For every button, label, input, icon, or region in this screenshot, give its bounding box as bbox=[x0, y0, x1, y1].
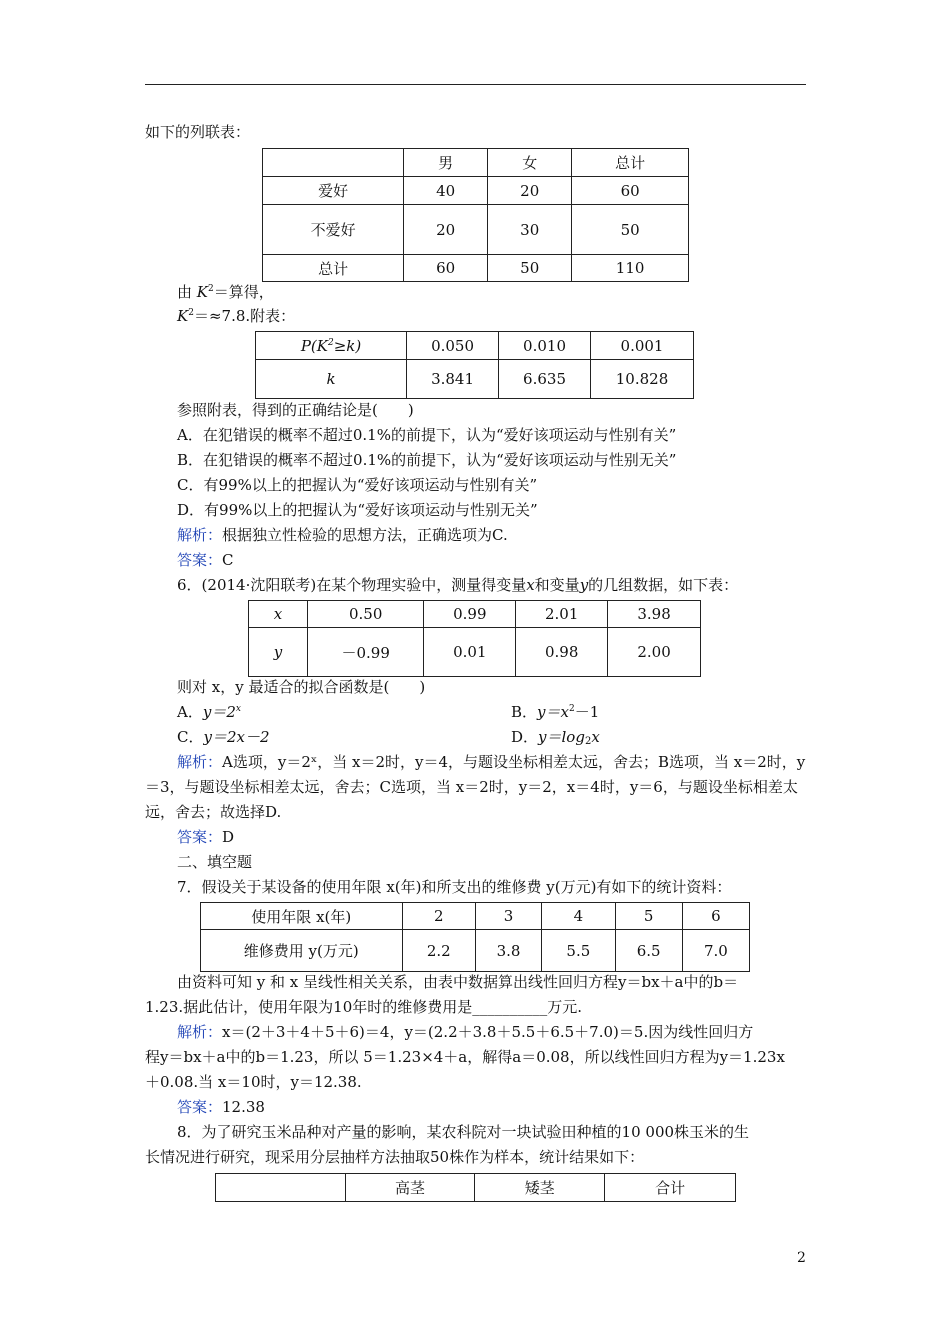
table-row bbox=[263, 177, 689, 205]
table-row bbox=[201, 903, 750, 930]
q7-answer bbox=[177, 1097, 265, 1117]
analysis-text: A选项，y＝2ˣ，当 x＝2时，y＝4，与题设坐标相差太远，舍去；B选项，当 x＝2时，y bbox=[222, 753, 806, 771]
q7-stem: 7．假设关于某设备的使用年限 x(年)和所支出的维修费 y(万元)有如下的统计资料： bbox=[177, 878, 732, 896]
analysis-label: 解析： bbox=[177, 1023, 223, 1041]
table-cell: 总计 bbox=[263, 255, 404, 282]
table-cell: 矮茎 bbox=[475, 1174, 605, 1202]
var-x: x bbox=[526, 576, 535, 594]
option-prefix: D． bbox=[511, 728, 539, 746]
table-cell: 50 bbox=[572, 205, 689, 255]
q6-question: 则对 x，y 最适合的拟合函数是( ) bbox=[177, 678, 426, 696]
table-cell: 维修费用 y(万元) bbox=[201, 930, 403, 972]
k2-symbol: K bbox=[177, 307, 189, 325]
contingency-table bbox=[262, 148, 689, 282]
critical-value-table bbox=[255, 331, 694, 399]
maintenance-table bbox=[200, 902, 750, 972]
table-row bbox=[263, 205, 689, 255]
q8-stem-line-2: 长情况进行研究，现采用分层抽样方法抽取50株作为样本，统计结果如下： bbox=[145, 1148, 645, 1166]
q6-option-d bbox=[511, 727, 600, 747]
option-prefix: A． bbox=[177, 703, 203, 721]
q6-option-b bbox=[511, 702, 599, 722]
xy-data-table bbox=[248, 600, 701, 677]
q6-stem-c: 的几组数据，如下表： bbox=[588, 576, 739, 594]
table-cell: 60 bbox=[572, 177, 689, 205]
q5-answer bbox=[177, 550, 234, 570]
prob-label-b: ≥k) bbox=[333, 336, 362, 355]
q5-stem: 参照附表，得到的正确结论是( ) bbox=[177, 401, 414, 419]
table-cell: 5 bbox=[615, 903, 682, 930]
q7-analysis-line-3: ＋0.08.当 x＝10时，y＝12.38. bbox=[145, 1073, 362, 1091]
answer-label: 答案： bbox=[177, 1098, 223, 1116]
q6-stem-a: 6．(2014·沈阳联考)在某个物理实验中，测量得变量 bbox=[177, 576, 527, 594]
table-cell: 50 bbox=[488, 255, 572, 282]
table-cell: 0.050 bbox=[407, 332, 499, 360]
page-number: 2 bbox=[797, 1250, 806, 1266]
option-body: y＝log bbox=[538, 728, 585, 746]
option-prefix: C． bbox=[177, 728, 204, 746]
table-cell: 0.99 bbox=[424, 601, 516, 628]
analysis-text: 根据独立性检验的思想方法，正确选项为C. bbox=[222, 526, 508, 544]
q6-stem-b: 和变量 bbox=[534, 576, 580, 594]
table-cell: 不爱好 bbox=[263, 205, 404, 255]
answer-label: 答案： bbox=[177, 828, 223, 846]
table-cell: 爱好 bbox=[263, 177, 404, 205]
header-rule bbox=[145, 84, 806, 85]
table-cell: 男 bbox=[404, 149, 488, 177]
table-cell bbox=[263, 149, 404, 177]
table-row bbox=[256, 360, 694, 399]
k2-symbol: K bbox=[196, 283, 208, 301]
table-cell: 3.841 bbox=[407, 360, 499, 399]
option-sub: 2 bbox=[584, 736, 592, 747]
table-cell: 60 bbox=[404, 255, 488, 282]
table-cell: y bbox=[249, 628, 308, 677]
q6-option-c bbox=[177, 727, 270, 747]
table-cell: 2.01 bbox=[516, 601, 608, 628]
table-cell: k bbox=[256, 360, 407, 399]
q7-analysis-line-1 bbox=[177, 1022, 753, 1042]
table-cell: －0.99 bbox=[308, 628, 424, 677]
table-cell: 10.828 bbox=[591, 360, 694, 399]
q5-option-c: C．有99%以上的把握认为“爱好该项运动与性别有关” bbox=[177, 476, 538, 494]
table-cell: 6 bbox=[682, 903, 749, 930]
q6-option-a bbox=[177, 702, 241, 722]
table-cell: 7.0 bbox=[682, 930, 749, 972]
option-body: y＝x bbox=[537, 703, 569, 721]
table-row bbox=[263, 255, 689, 282]
table-cell: 2.00 bbox=[608, 628, 701, 677]
table-row bbox=[201, 930, 750, 972]
table-cell: 4 bbox=[542, 903, 615, 930]
q8-stem-line-1: 8．为了研究玉米品种对产量的影响，某农科院对一块试验田种植的10 000株玉米的生 bbox=[177, 1123, 750, 1141]
table-row bbox=[256, 332, 694, 360]
table-cell: 0.98 bbox=[516, 628, 608, 677]
table-cell: 使用年限 x(年) bbox=[201, 903, 403, 930]
answer-text: C bbox=[222, 551, 234, 569]
corn-table bbox=[215, 1173, 736, 1202]
option-post: x bbox=[591, 728, 600, 746]
table-row bbox=[263, 149, 689, 177]
table-cell: 3 bbox=[476, 903, 542, 930]
q6-analysis-line-1 bbox=[177, 752, 805, 772]
section-heading: 二、填空题 bbox=[177, 853, 253, 871]
q6-answer bbox=[177, 827, 234, 847]
table-cell: 2 bbox=[402, 903, 475, 930]
table-cell: x bbox=[249, 601, 308, 628]
k2-calc-pre: 由 bbox=[177, 283, 197, 301]
answer-text: D bbox=[222, 828, 235, 846]
intro-text: 如下的列联表： bbox=[145, 123, 251, 141]
option-body: y＝2x－2 bbox=[203, 728, 270, 746]
q6-analysis-line-2: ＝3，与题设坐标相差太远，舍去；C选项，当 x＝2时，y＝2，x＝4时，y＝6，与题设坐标相差太 bbox=[145, 778, 798, 796]
table-cell bbox=[216, 1174, 346, 1202]
table-cell: 20 bbox=[404, 205, 488, 255]
option-prefix: B． bbox=[511, 703, 538, 721]
q5-option-a: A．在犯错误的概率不超过0.1%的前提下，认为“爱好该项运动与性别有关” bbox=[177, 426, 677, 444]
table-cell: 0.50 bbox=[308, 601, 424, 628]
table-row bbox=[216, 1174, 736, 1202]
table-cell: 6.635 bbox=[499, 360, 591, 399]
prob-label-a: P(K bbox=[300, 336, 328, 355]
k2-calc-line bbox=[177, 282, 274, 302]
answer-label: 答案： bbox=[177, 551, 223, 569]
table-cell: 总计 bbox=[572, 149, 689, 177]
option-sup: 2 bbox=[568, 704, 575, 714]
q5-option-b: B．在犯错误的概率不超过0.1%的前提下，认为“爱好该项运动与性别无关” bbox=[177, 451, 677, 469]
analysis-text: x＝(2＋3＋4＋5＋6)＝4，y＝(2.2＋3.8＋5.5＋6.5＋7.0)＝5.因为线性回归方 bbox=[222, 1023, 754, 1041]
k2-value-line bbox=[177, 306, 295, 326]
table-cell: 20 bbox=[488, 177, 572, 205]
q5-analysis bbox=[177, 525, 508, 545]
table-row bbox=[249, 601, 701, 628]
table-cell: 3.98 bbox=[608, 601, 701, 628]
q7-body-line-2: 1.23.据此估计，使用年限为10年时的维修费用是__________万元. bbox=[145, 998, 583, 1016]
analysis-label: 解析： bbox=[177, 526, 223, 544]
table-cell: 0.010 bbox=[499, 332, 591, 360]
q7-analysis-line-2: 程y＝bx＋a中的b＝1.23，所以 5＝1.23×4＋a，解得a＝0.08，所以线性回归方程为y＝1.23x bbox=[145, 1048, 785, 1066]
table-cell: 2.2 bbox=[402, 930, 475, 972]
table-cell: 0.001 bbox=[591, 332, 694, 360]
table-cell: 0.01 bbox=[424, 628, 516, 677]
option-body: y＝2 bbox=[202, 703, 236, 721]
table-cell: 40 bbox=[404, 177, 488, 205]
table-cell: 3.8 bbox=[476, 930, 542, 972]
table-cell: 6.5 bbox=[615, 930, 682, 972]
k2-exponent: 2 bbox=[208, 284, 214, 294]
table-cell: 5.5 bbox=[542, 930, 615, 972]
q6-analysis-line-3: 远，舍去；故选择D. bbox=[145, 803, 282, 821]
table-cell: 110 bbox=[572, 255, 689, 282]
k2-value-post: ＝≈7.8.附表： bbox=[193, 307, 296, 325]
table-cell: 30 bbox=[488, 205, 572, 255]
table-cell: 女 bbox=[488, 149, 572, 177]
answer-text: 12.38 bbox=[222, 1098, 265, 1116]
k2-exponent: 2 bbox=[188, 308, 194, 318]
option-sup: x bbox=[235, 704, 241, 714]
analysis-label: 解析： bbox=[177, 753, 223, 771]
table-cell: 高茎 bbox=[345, 1174, 475, 1202]
table-cell: 合计 bbox=[605, 1174, 736, 1202]
option-post: －1 bbox=[574, 703, 600, 721]
table-cell bbox=[256, 332, 407, 360]
table-row bbox=[249, 628, 701, 677]
prob-label-exp: 2 bbox=[327, 337, 334, 348]
q7-body-line-1: 由资料可知 y 和 x 呈线性相关关系，由表中数据算出线性回归方程y＝bx＋a中的b＝ bbox=[177, 973, 739, 991]
q5-option-d: D．有99%以上的把握认为“爱好该项运动与性别无关” bbox=[177, 501, 538, 519]
k2-calc-post: ＝算得， bbox=[213, 283, 274, 301]
q6-stem bbox=[177, 575, 738, 595]
var-y: y bbox=[579, 576, 589, 594]
